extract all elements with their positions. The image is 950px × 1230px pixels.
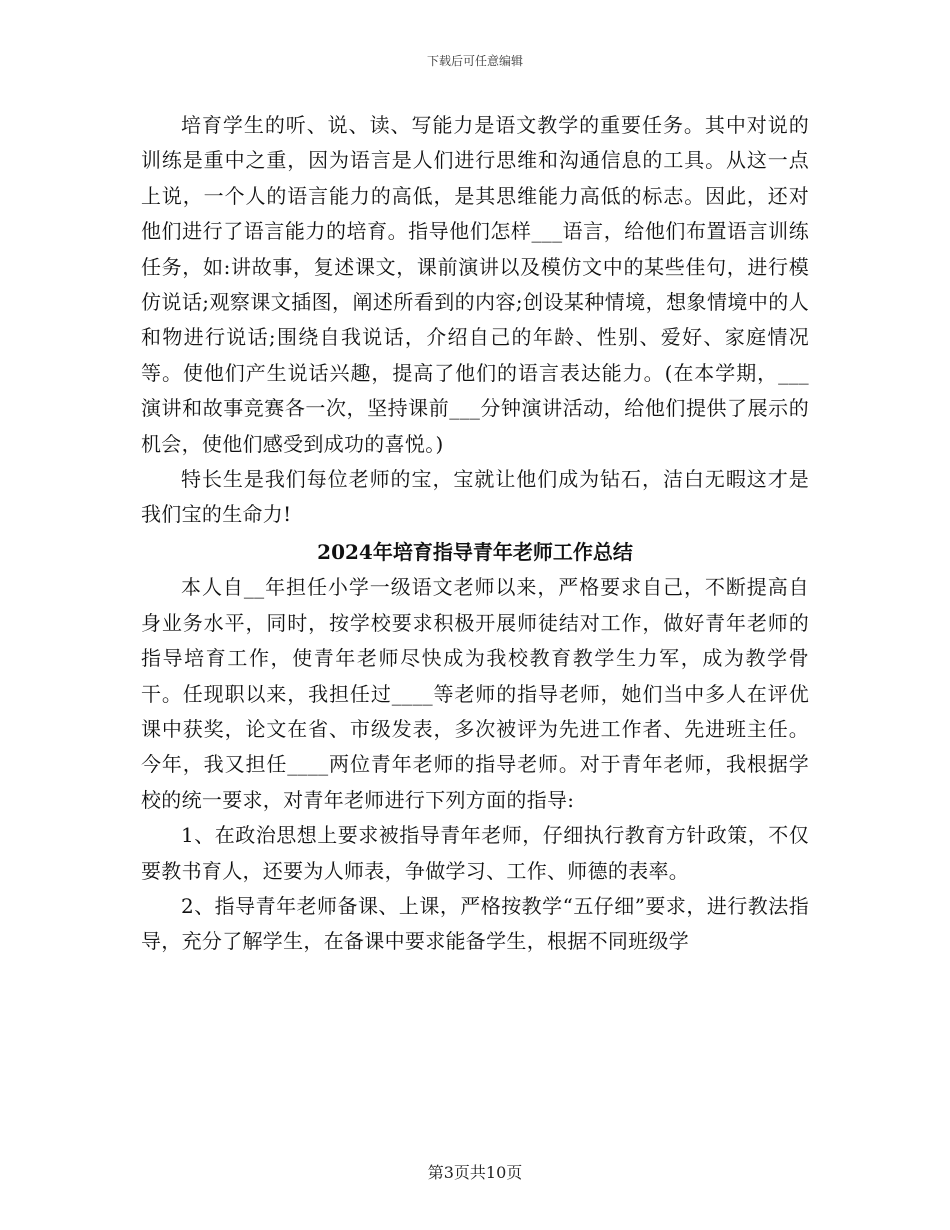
- page-header-note: 下载后可任意编辑: [426, 54, 523, 68]
- document-body: [141, 108, 809, 960]
- document-title: 2024年培育指导青年老师工作总结: [317, 539, 633, 564]
- paragraph-special-students: 特长生是我们每位老师的宝，宝就让他们成为钻石，洁白无暇这才是我们宝的生命力!: [141, 467, 809, 527]
- paragraph-speaking-training: 培育学生的听、说、读、写能力是语文教学的重要任务。其中对说的训练是重中之重，因为语言是人们进行思维和沟通信息的工具。从这一点上说，一个人的语言能力的高低，是其思维能力高低的标志。因此，还对他们进行了语言能力的培育。指导他们怎样___语言，给他们布置语言训练任务，如:讲故事，复述课文，课前演讲以及模仿文中的某些佳句，进行模仿说话;观察课文插图，阐述所看到的内容;创设某种情境，想象情境中的人和物进行说话;围绕自我说话，介绍自己的年龄、性别、爱好、家庭情况等。使他们产生说话兴趣，提高了他们的语言表达能力。(在本学期，___演讲和故事竞赛各一次，坚持课前___分钟演讲活动，给他们提供了展示的机会，使他们感受到成功的喜悦。): [141, 113, 809, 456]
- paragraph-item-2: 2、指导青年老师备课、上课，严格按教学“五仔细”要求，进行教法指导，充分了解学生，在备课中要求能备学生，根据不同班级学: [141, 893, 809, 954]
- paragraph-item-1: 1、在政治思想上要求被指导青年老师，仔细执行教育方针政策，不仅要教书育人，还要为人师表，争做学习、工作、师德的表率。: [141, 823, 809, 883]
- page-number: 第3页共10页: [427, 1163, 523, 1182]
- paragraph-intro: 本人自__年担任小学一级语文老师以来，严格要求自己，不断提高自身业务水平，同时，按学校要求积极开展师徒结对工作，做好青年老师的指导培育工作，使青年老师尽快成为我校教育教学生力军，成为教学骨干。任现职以来，我担任过____等老师的指导老师，她们当中多人在评优课中获奖，论文在省、市级发表，多次被评为先进工作者、先进班主任。今年，我又担任____两位青年老师的指导老师。对于青年老师，我根据学校的统一要求，对青年老师进行下列方面的指导:: [141, 575, 809, 812]
